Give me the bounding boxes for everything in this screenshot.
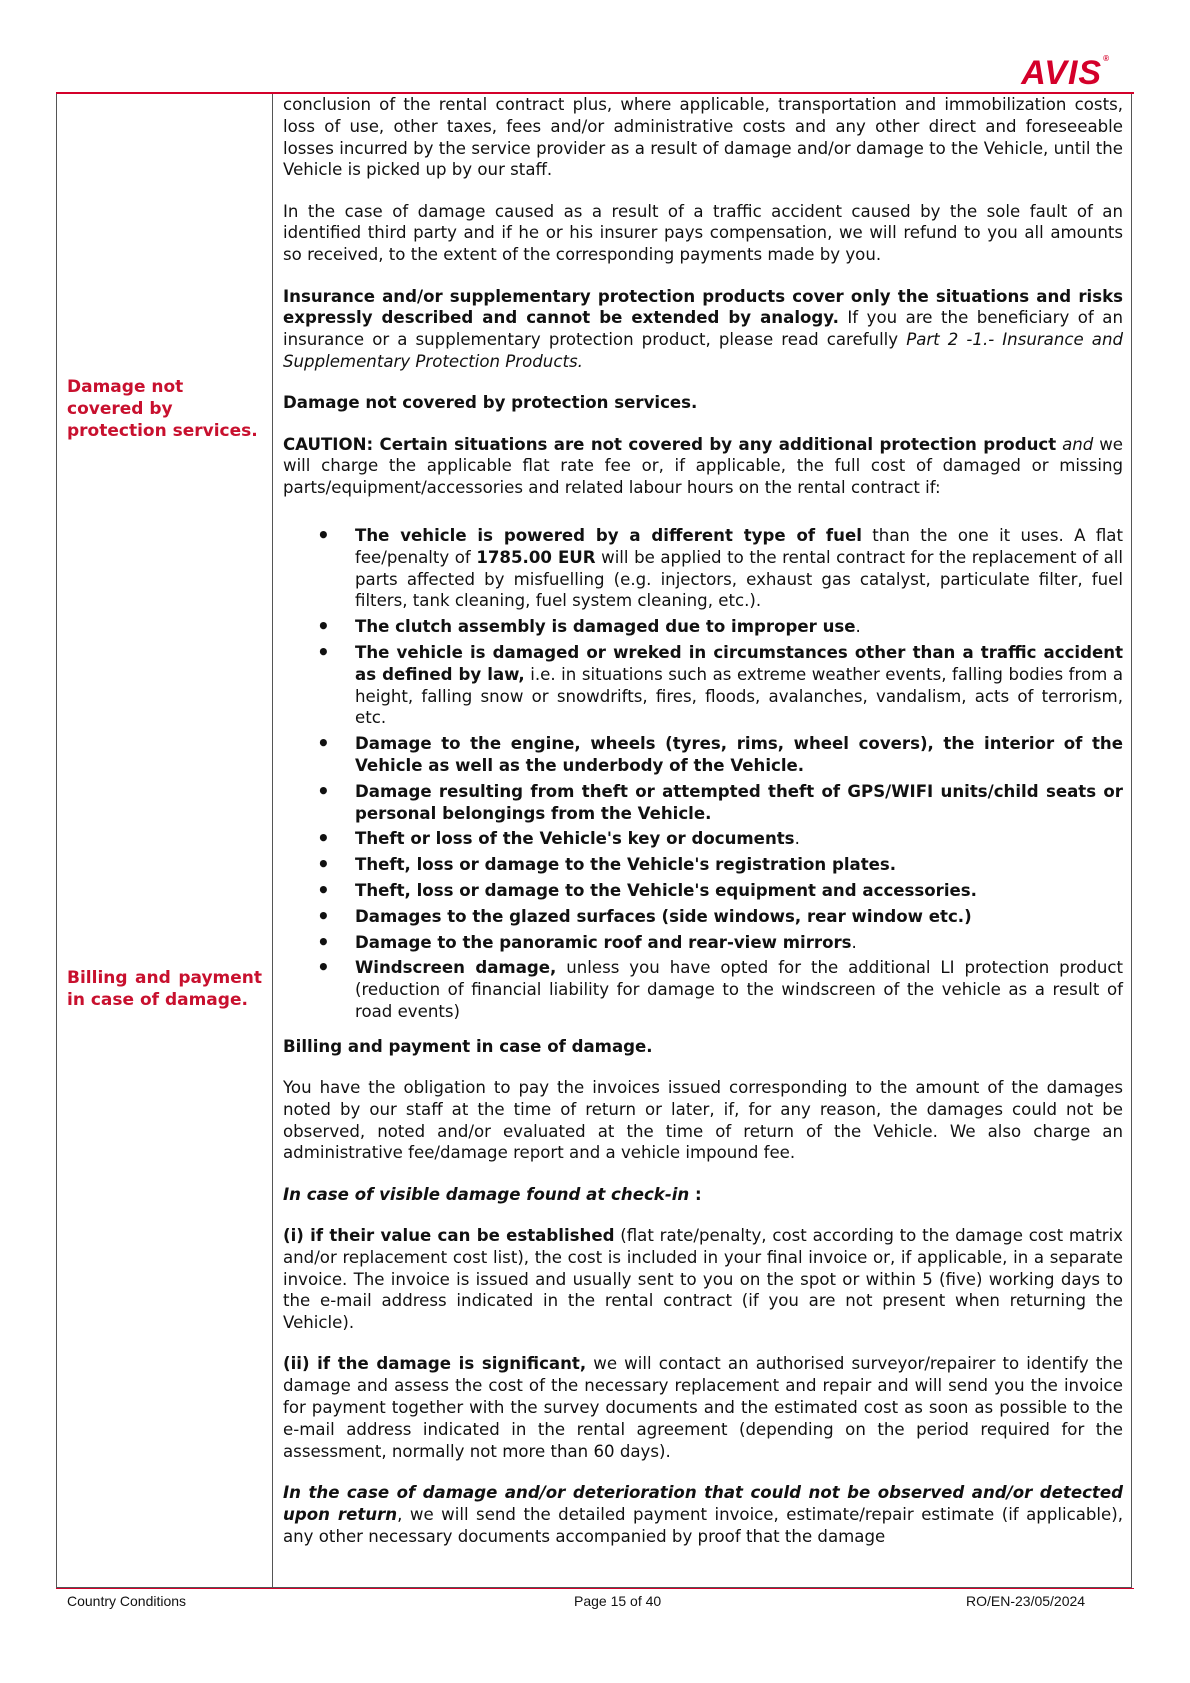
content-table bbox=[56, 94, 1132, 1588]
column-divider bbox=[272, 94, 273, 1587]
item-bold: The vehicle is damaged or wreked in circumstances other than a traffic accident as defined by law, bbox=[355, 642, 1123, 684]
damage-title-text: Damage not covered by protection services. bbox=[283, 393, 698, 413]
item-dot: . bbox=[851, 932, 857, 952]
main-column bbox=[283, 94, 1123, 1567]
item-bold: Theft or loss of the Vehicle's key or documents bbox=[355, 829, 795, 849]
item-text: will be applied to the rental contract for the replacement of all parts affected by misfuelling (e.g. injectors, exhaust gas catalyst, particulate filter, fuel filters, tank cleaning, fuel system cleaning, etc.). bbox=[355, 547, 1123, 611]
list-item bbox=[355, 642, 1123, 729]
item-text: than the one it uses. A flat fee/penalty of bbox=[355, 525, 1123, 567]
sidebar-heading-damage: Damage not covered by protection services. bbox=[67, 377, 258, 441]
footer-doc-ref: RO/EN-23/05/2024 bbox=[966, 1593, 1086, 1609]
insurance-bold: Insurance and/or supplementary protection products cover only the situations and risks expressly described and cannot be extended by analogy. bbox=[283, 286, 1123, 328]
item-bold: Theft, loss or damage to the Vehicle's registration plates. bbox=[355, 855, 897, 875]
case-i-text: (flat rate/penalty, cost according to the damage cost matrix and/or replacement cost list), the cost is included in your final invoice or, if applicable, in a separate invoice. The invoice is issued and usually sent to you on the spot or within 5 (five) working days to the e-mail address indicated in the rental contract (if you are not present when returning the Vehicle). bbox=[283, 1225, 1123, 1333]
paragraph-insurance bbox=[283, 286, 1123, 373]
paragraph-conclusion: conclusion of the rental contract plus, where applicable, transportation and immobilization costs, loss of use, other taxes, fees and/or administrative costs and any other direct and foreseeable losses incurred by the service provider as a result of damage and/or damage to the Vehicle, until the Vehicle is picked up by our staff. bbox=[283, 95, 1123, 180]
logo-text: AVIS bbox=[1021, 54, 1103, 92]
paragraph-undetected-damage bbox=[283, 1482, 1123, 1547]
footer-left: Country Conditions bbox=[67, 1593, 187, 1609]
visible-damage-title: In case of visible damage found at check-in bbox=[283, 1184, 690, 1204]
undetected-text: , we will send the detailed payment invoice, estimate/repair estimate (if applicable), any other necessary documents accompanied by proof that the damage bbox=[283, 1504, 1123, 1546]
insurance-reference: Part 2 -1.- Insurance and Supplementary Protection Products. bbox=[283, 330, 1123, 371]
item-text: unless you have opted for the additional LI protection product (reduction of financial liability for damage to the windscreen of the vehicle as a result of road events) bbox=[355, 958, 1123, 1021]
item-dot: . bbox=[855, 617, 861, 637]
caution-italic: and bbox=[1062, 434, 1094, 454]
list-item bbox=[355, 932, 1123, 954]
footer-rule bbox=[56, 1588, 1134, 1589]
case-ii-text: we will contact an authorised surveyor/repairer to identify the damage and assess the cost of the necessary replacement and repair and will send you the invoice for payment together with the survey documents and the estimated cost as soon as possible to the e-mail address indicated in the rental agreement (depending on the period required for the assessment, normally not more than 60 days). bbox=[283, 1354, 1123, 1461]
item-bold: The vehicle is powered by a different type of fuel bbox=[355, 525, 862, 545]
avis-logo bbox=[1021, 54, 1110, 93]
item-bold: Windscreen damage, bbox=[355, 958, 557, 978]
list-item bbox=[355, 616, 1123, 638]
list-item bbox=[355, 781, 1123, 825]
footer-page-number: Page 15 of 40 bbox=[574, 1593, 662, 1609]
registered-mark: ® bbox=[1103, 54, 1110, 63]
list-item bbox=[355, 906, 1123, 928]
item-bold: Theft, loss or damage to the Vehicle's equipment and accessories. bbox=[355, 880, 977, 900]
paragraph-third-party: In the case of damage caused as a result of a traffic accident caused by the sole fault of an identified third party and if he or his insurer pays compensation, we will refund to you all amounts so received, to the extent of the corresponding payments made by you. bbox=[283, 201, 1123, 265]
list-item bbox=[355, 828, 1123, 850]
item-bold: The clutch assembly is damaged due to improper use bbox=[355, 617, 856, 637]
subheading-visible-damage bbox=[283, 1184, 1123, 1206]
list-item bbox=[355, 854, 1123, 876]
caution-text: we will charge the applicable flat rate fee or, if applicable, the full cost of damaged or missing parts/equipment/accessories and related labour hours on the rental contract if: bbox=[283, 434, 1123, 498]
item-dot: . bbox=[794, 829, 800, 849]
list-item bbox=[355, 957, 1123, 1022]
item-bold: Damage to the panoramic roof and rear-view mirrors bbox=[355, 932, 852, 952]
item-bold: Damage resulting from theft or attempted theft of GPS/WIFI units/child seats or personal belongings from the Vehicle. bbox=[355, 781, 1123, 823]
case-i-bold: (i) if their value can be established bbox=[283, 1225, 615, 1245]
section-title-damage bbox=[283, 392, 1123, 414]
sidebar-heading-billing: Billing and payment in case of damage. bbox=[67, 968, 262, 1010]
paragraph-caution bbox=[283, 434, 1123, 499]
undetected-bold: In the case of damage and/or deterioration that could not be observed and/or detected upon return bbox=[283, 1482, 1123, 1524]
billing-title-text: Billing and payment in case of damage. bbox=[283, 1036, 653, 1056]
visible-damage-colon: : bbox=[689, 1184, 702, 1204]
case-ii-bold: (ii) if the damage is significant, bbox=[283, 1354, 587, 1374]
item-bold: Damage to the engine, wheels (tyres, rims, wheel covers), the interior of the Vehicle as well as the underbody of the Vehicle. bbox=[355, 734, 1123, 775]
section-title-billing bbox=[283, 1036, 1123, 1058]
paragraph-significant-damage bbox=[283, 1353, 1123, 1462]
flat-fee-amount: 1785.00 EUR bbox=[476, 547, 596, 567]
list-item bbox=[355, 733, 1123, 777]
list-item bbox=[355, 525, 1123, 612]
list-item bbox=[355, 880, 1123, 902]
paragraph-value-established bbox=[283, 1225, 1123, 1334]
item-bold: Damages to the glazed surfaces (side windows, rear window etc.) bbox=[355, 906, 972, 926]
insurance-text: If you are the beneficiary of an insurance or a supplementary protection product, please read carefully bbox=[283, 308, 1123, 350]
item-text: i.e. in situations such as extreme weather events, falling bodies from a height, falling snow or snowdrifts, fires, floods, avalanches, vandalism, acts of terrorism, etc. bbox=[355, 664, 1123, 728]
exclusions-list bbox=[283, 525, 1123, 1023]
caution-bold: CAUTION: Certain situations are not covered by any additional protection product bbox=[283, 434, 1057, 454]
paragraph-billing: You have the obligation to pay the invoices issued corresponding to the amount of the damages noted by our staff at the time of return or later, if, for any reason, the damages could not be observed, noted and/or evaluated at the time of return of the Vehicle. We also charge an administrative fee/damage report and a vehicle impound fee. bbox=[283, 1077, 1123, 1163]
